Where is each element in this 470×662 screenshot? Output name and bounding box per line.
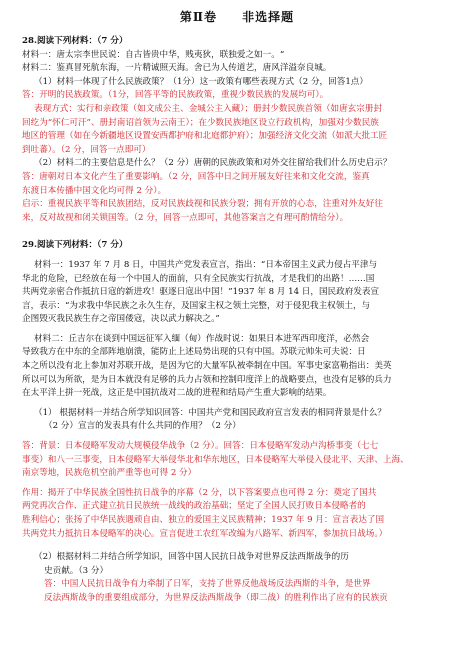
answer-line: 来，反对故视和闭关锁国等。（2 分，回答一点即可，其他答案言之有理可酌情给分）。 bbox=[22, 212, 349, 223]
answer-line: 反法西斯战争的重要组成部分，为世界反法西斯战争（即二战）的胜利作出了应有的民族贡 bbox=[44, 592, 388, 603]
material-line: 在太平洋上拼一死战，这正是中国抗战对二战的进程和结局产生重大影响的结果。 bbox=[22, 388, 332, 399]
answer-line: 答：背景：日本侵略军发动大规模侵华战争（2 分）。回答：日本侵略军发动卢沟桥事变（七七 bbox=[22, 441, 379, 452]
section-part: 第Ⅱ卷 bbox=[179, 10, 217, 24]
q28-material-1: 材料一：唐太宗李世民说：自古皆贵中华，贱夷狄，联独爱之如一。“ bbox=[22, 49, 285, 60]
section-type: 非选择题 bbox=[242, 10, 295, 24]
answer-line: 东渡日本传播中国文化均可得 2 分）。 bbox=[22, 185, 167, 196]
q29-answer-1 bbox=[22, 440, 452, 541]
answer-line: 两党再次合作、正式建立抗日民族统一战线的政治基础；坚定了全国人民打败日本侵略者的 bbox=[22, 501, 366, 512]
answer-line: 胜利信心；张扬了中华民族遇顽自由、独立的爱国主义民族精神；1937 年 9 月：宣言表达了国 bbox=[22, 515, 385, 525]
answer-line: 到吐蕃）。（2 分，回答一点即可） bbox=[22, 144, 151, 155]
answer-line: 共两党共力抵抗日本侵略军的决心。宣言促进工农红军改编为八路军、新四军，参加抗日战场。） bbox=[22, 528, 388, 539]
q29-sub-question-1 bbox=[22, 407, 452, 434]
q28-sub-question-2: （2）材料二的主要信息是什么？（2 分）唐朝的民族政策和对外交往留给我们什么历史启示？ bbox=[34, 158, 392, 169]
material-line: 材料二：丘吉尔在谈到中国远征军入缅（甸）作战时说：如果日本进军西印度洋，必然会 bbox=[34, 333, 370, 344]
answer-line: 地区的管理（如在今新疆地区设置安西都护府和北庭都护府）；加强经济文化交流（如派大批工匠 bbox=[22, 131, 388, 142]
answer-line: 回纥为“怀仁可汗”、册封南诏首领为云南王）；在少数民族地区设立行政机构，加强对少数民族 bbox=[22, 117, 379, 128]
q28-answer-2 bbox=[22, 171, 452, 225]
answer-line: 作用：揭开了中华民族全国性抗日战争的序幕（2 分，以下答案要点也可得 2 分：奠定了国共 bbox=[22, 487, 377, 498]
q28-intro: 28.阅读下列材料：（7 分） bbox=[22, 36, 128, 46]
answer-line: 答：开明的民族政策。（1分，回答平等的民族政策，重视少数民族的发展均可）。 bbox=[22, 90, 329, 101]
answer-line: 启示：重视民族平等和民族团结，反对民族歧视和民族分裂；拥有开放的心态，注重对外友好往 bbox=[22, 199, 383, 210]
question-line: （2）根据材料二并结合所学知识，回答中国人民抗日战争对世界反法西斯战争的历 bbox=[34, 552, 349, 563]
section-title bbox=[22, 8, 452, 25]
answer-line: 答：中国人民抗日战争有力牵制了日军，支持了世界反他战场反法西斯的斗争，是世界 bbox=[44, 579, 371, 590]
q28-material-2: 材料二：鉴真冒死航东海，一片精诚照天海。舍已为人传道艺，唐风洋溢奈良城。 bbox=[22, 63, 332, 74]
q29-material-1 bbox=[22, 259, 452, 327]
q29-sub-question-2 bbox=[22, 551, 452, 578]
question-line: 史贡献。（3 分） bbox=[44, 565, 109, 576]
material-line: 共两党亲密合作抵抗日寇的新进攻！驱逐日寇出中国！”1937 年 8 月 14 日，国民政府发表宣 bbox=[22, 287, 380, 298]
question-line: （2 分）宣言的发表具有什么共同的作用？（2 分） bbox=[44, 421, 241, 432]
q28-sub-question-1: （1）材料一体现了什么民族政策？（1分）这一政策有哪些表现方式（2 分，回答1点） bbox=[34, 76, 368, 87]
answer-line: 表现方式：实行和亲政策（如文成公主、金城公主入藏）；册封少数民族首领（如唐玄宗册封 bbox=[34, 103, 383, 114]
q29-answer-2 bbox=[22, 578, 452, 605]
material-line: 本之所以没有北上参加对苏联开战，是因为它的大量军队被牵制在中国。军事史家富勒指出：美英 bbox=[22, 361, 392, 372]
q28-answer-1 bbox=[22, 89, 452, 157]
material-line: 企图毁灭我民族生存之帝国倭寇，决以武力解决之。” bbox=[22, 314, 220, 325]
material-line: 华北的危险，已经放在每一个中国人的面前，只有全民族实行抗战，才是我们的出路！……国 bbox=[22, 273, 375, 284]
question-28 bbox=[22, 35, 452, 225]
answer-line: 答：唐朝对日本文化产生了重要影响。（2 分，回答中日之间开展友好往来和文化交流，鉴真 bbox=[22, 171, 370, 182]
material-line: 材料一：1937 年 7 月 8 日，中国共产党发表宣言，指出：“日本帝国主义武力侵占平津与 bbox=[34, 259, 378, 270]
material-line: 所以可以为所欲，是为日本就没有足够的兵力占领和控制印度洋上的战略要点，也没有足够的兵力 bbox=[22, 374, 392, 385]
q29-material-2 bbox=[22, 333, 452, 401]
q29-intro: 29.阅读下列材料：（7 分） bbox=[22, 240, 128, 251]
material-line: 言，表示：“为求我中华民族之永久生存，及国家主权之领土完整，对于侵犯我主权领土，与 bbox=[22, 300, 371, 311]
question-29 bbox=[22, 239, 452, 605]
answer-line: 事变）和八一三事变，日本侵略军大举侵华北和华东地区，日本侵略军大举侵入侵北平、天津、上海、 bbox=[22, 454, 409, 465]
answer-line: 南京等地，民族危机空前严重等也可得 2 分） bbox=[22, 468, 197, 479]
question-line: （1） 根据材料一并结合所学知识回答：中国共产党和国民政府宣言发表的相同背景是什么？ bbox=[34, 407, 386, 418]
material-line: 导致我方在中东的全部阵地崩溃，能防止上述局势出现的只有中国。苏联元帅朱可夫说：日 bbox=[22, 347, 366, 358]
